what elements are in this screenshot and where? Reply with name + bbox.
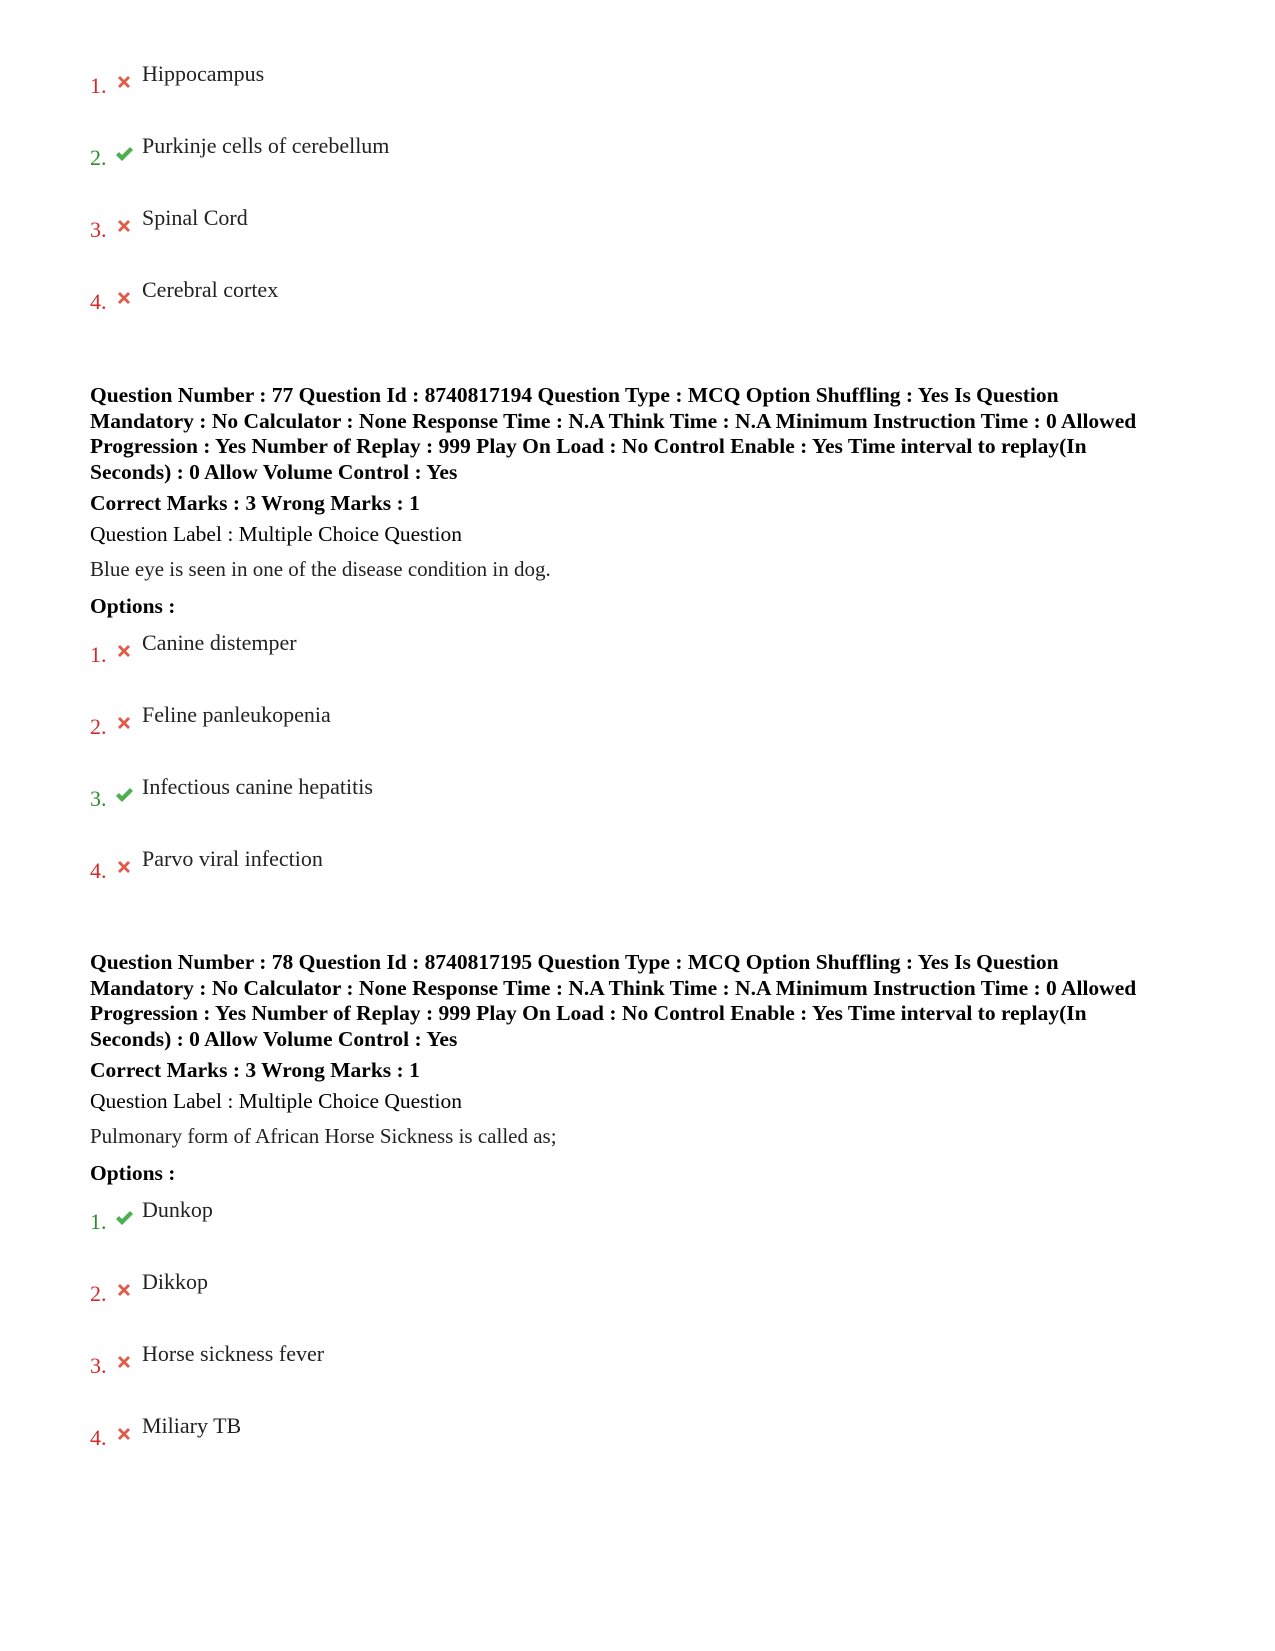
option-number: 1. xyxy=(90,1209,107,1234)
question-marks: Correct Marks : 3 Wrong Marks : 1 xyxy=(90,491,420,515)
option-text: Spinal Cord xyxy=(142,205,248,230)
option-text: Parvo viral infection xyxy=(142,846,323,871)
cross-icon xyxy=(114,1352,134,1372)
check-icon xyxy=(114,144,134,164)
option-number: 2. xyxy=(90,1281,107,1306)
cross-icon xyxy=(114,1280,134,1300)
option-item xyxy=(90,847,1150,919)
question-marks: Correct Marks : 3 Wrong Marks : 1 xyxy=(90,1058,420,1082)
cross-icon xyxy=(114,72,134,92)
check-icon xyxy=(114,785,134,805)
cross-icon xyxy=(114,288,134,308)
option-text: Canine distemper xyxy=(142,630,297,655)
option-item xyxy=(90,134,1190,206)
option-item xyxy=(90,1342,1150,1414)
option-item xyxy=(90,278,1190,350)
option-number: 1. xyxy=(90,642,107,667)
option-text: Dunkop xyxy=(142,1197,213,1222)
question-meta: Question Number : 77 Question Id : 8740817194 Question Type : MCQ Option Shuffling : Yes Is Question Mandatory : No Calculator : None Response Time : N.A Think Time : N.A Minimum Instruction Time : 0 Allowed Progression : Yes Number of Replay : 999 Play On Load : No Control Enable : Yes Time interval to replay(In Seconds) : 0 Allow Volume Control : Yes xyxy=(90,383,1137,484)
option-number: 3. xyxy=(90,217,107,242)
option-item xyxy=(90,1414,1150,1486)
option-item xyxy=(90,631,1150,703)
options-list xyxy=(90,1198,1150,1486)
option-text: Dikkop xyxy=(142,1269,208,1294)
question-block-78 xyxy=(90,950,1150,1486)
options-heading: Options : xyxy=(90,594,176,618)
option-number: 4. xyxy=(90,858,107,883)
option-text: Infectious canine hepatitis xyxy=(142,774,373,799)
cross-icon xyxy=(114,641,134,661)
option-item xyxy=(90,1198,1150,1270)
cross-icon xyxy=(114,857,134,877)
cross-icon xyxy=(114,216,134,236)
option-item xyxy=(90,1270,1150,1342)
option-number: 3. xyxy=(90,1353,107,1378)
option-number: 2. xyxy=(90,145,107,170)
option-text: Feline panleukopenia xyxy=(142,702,331,727)
question-text: Pulmonary form of African Horse Sickness is called as; xyxy=(90,1124,557,1148)
option-number: 1. xyxy=(90,73,107,98)
option-item xyxy=(90,703,1150,775)
option-text: Cerebral cortex xyxy=(142,277,279,302)
options-list-prev xyxy=(90,62,1190,350)
option-text: Hippocampus xyxy=(142,61,265,86)
option-number: 2. xyxy=(90,714,107,739)
question-block-77 xyxy=(90,383,1150,919)
options-list xyxy=(90,631,1150,919)
check-icon xyxy=(114,1208,134,1228)
option-text: Horse sickness fever xyxy=(142,1341,325,1366)
question-label: Question Label : Multiple Choice Question xyxy=(90,522,463,546)
options-heading: Options : xyxy=(90,1161,176,1185)
option-item xyxy=(90,775,1150,847)
option-item xyxy=(90,62,1190,134)
option-number: 4. xyxy=(90,1425,107,1450)
option-item xyxy=(90,206,1190,278)
cross-icon xyxy=(114,1424,134,1444)
question-text: Blue eye is seen in one of the disease condition in dog. xyxy=(90,557,551,581)
option-text: Purkinje cells of cerebellum xyxy=(142,133,390,158)
option-number: 3. xyxy=(90,786,107,811)
option-number: 4. xyxy=(90,289,107,314)
option-text: Miliary TB xyxy=(142,1413,242,1438)
question-meta: Question Number : 78 Question Id : 8740817195 Question Type : MCQ Option Shuffling : Yes Is Question Mandatory : No Calculator : None Response Time : N.A Think Time : N.A Minimum Instruction Time : 0 Allowed Progression : Yes Number of Replay : 999 Play On Load : No Control Enable : Yes Time interval to replay(In Seconds) : 0 Allow Volume Control : Yes xyxy=(90,950,1137,1051)
cross-icon xyxy=(114,713,134,733)
question-label: Question Label : Multiple Choice Question xyxy=(90,1089,463,1113)
